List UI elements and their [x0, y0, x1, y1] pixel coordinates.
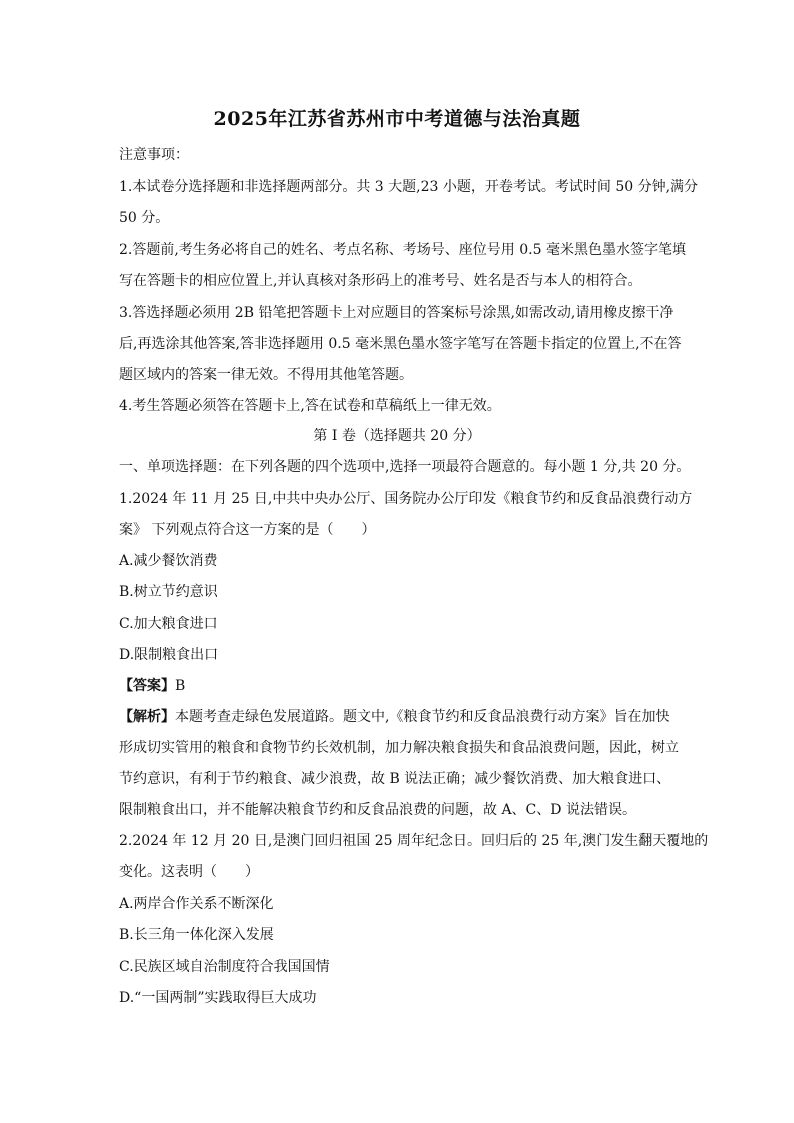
question-2-stem: 变化。这表明（ ）	[119, 864, 259, 880]
question-1-answer	[119, 676, 185, 696]
question-1-analysis	[119, 707, 669, 727]
question-2-option-d: D.“一国两制”实践取得巨大成功	[119, 990, 317, 1006]
question-1-option-c: C.加大粮食进口	[119, 616, 218, 632]
notice-line: 题区域内的答案一律无效。不得用其他笔答题。	[119, 367, 413, 383]
question-1-option-d: D.限制粮食出口	[119, 647, 219, 663]
notice-line: 4.考生答题必须答在答题卡上,答在试卷和草稿纸上一律无效。	[119, 398, 501, 414]
analysis-text: 本题考查走绿色发展道路。题文中,《粮食节约和反食品浪费行动方案》旨在加快	[175, 709, 670, 725]
notice-line: 50 分。	[119, 210, 170, 226]
answer-value: B	[175, 678, 186, 694]
question-2-option-b: B.长三角一体化深入发展	[119, 927, 274, 943]
question-2-stem: 2.2024 年 12 月 20 日,是澳门回归祖国 25 周年纪念日。回归后的 25 年,澳门发生翻天覆地的	[119, 833, 709, 849]
notice-line: 3.答选择题必须用 2B 铅笔把答题卡上对应题目的答案标号涂黑,如需改动,请用橡皮擦干净	[119, 305, 674, 321]
question-1-stem: 案》 下列观点符合这一方案的是（ ）	[119, 522, 376, 538]
question-1-analysis: 节约意识，有利于节约粮食、减少浪费，故 B 说法正确；减少餐饮消费、加大粮食进口、	[119, 771, 671, 787]
notice-line: 2.答题前,考生务必将自己的姓名、考点名称、考场号、座位号用 0.5 毫米黑色墨水签字笔填	[119, 242, 686, 258]
notice-line: 写在答题卡的相应位置上,并认真核对条形码上的准考号、姓名是否与本人的相符合。	[119, 273, 642, 289]
section-header: 第 I 卷（选择题共 20 分）	[313, 428, 481, 444]
notice-line: 后,再选涂其他答案,答非选择题用 0.5 毫米黑色墨水签字笔写在答题卡指定的位置上,不在答	[119, 336, 682, 352]
exam-title: 2025年江苏省苏州市中考道德与法治真题	[213, 108, 581, 130]
answer-label: 【答案】	[119, 678, 175, 694]
analysis-label: 【解析】	[119, 709, 175, 725]
section-instruction: 一、单项选择题：在下列各题的四个选项中,选择一项最符合题意的。每小题 1 分,共 20 分。	[119, 459, 691, 475]
question-1-analysis: 形成切实管用的粮食和食物节约长效机制，加力解决粮食损失和食品浪费问题，因此，树立	[119, 740, 679, 756]
notice-heading: 注意事项：	[119, 147, 189, 163]
question-1-option-b: B.树立节约意识	[119, 584, 218, 600]
question-2-option-a: A.两岸合作关系不断深化	[119, 896, 274, 912]
question-1-stem: 1.2024 年 11 月 25 日,中共中央办公厅、国务院办公厅印发《粮食节约和反食品浪费行动方	[119, 491, 693, 507]
question-1-analysis: 限制粮食出口，并不能解决粮食节约和反食品浪费的问题，故 A、C、D 说法错误。	[119, 802, 636, 818]
notice-line: 1.本试卷分选择题和非选择题两部分。共 3 大题,23 小题，开卷考试。考试时间 50 分钟,满分	[119, 179, 699, 195]
question-2-option-c: C.民族区域自治制度符合我国国情	[119, 959, 330, 975]
question-1-option-a: A.减少餐饮消费	[119, 553, 218, 569]
